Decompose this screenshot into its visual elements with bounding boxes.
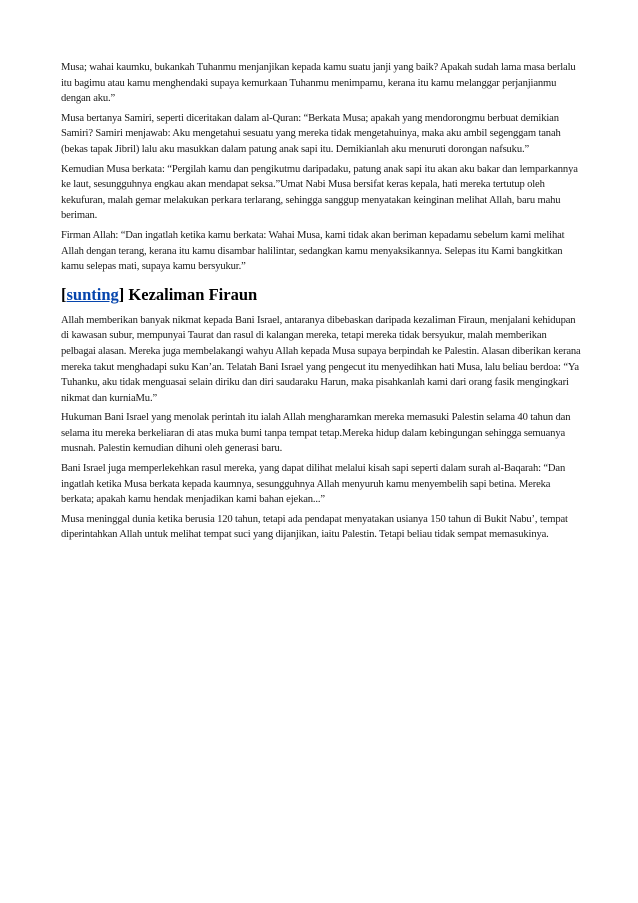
paragraph-musa-samiri: Musa bertanya Samiri, seperti diceritakan dalam al-Quran: “Berkata Musa; apakah yang mendorongmu berbuat demikian Samiri? Samiri menjawab: Aku mengetahui sesuatu yang mereka tidak mengetahuinya, maka aku ambil segenggam tanah (bekas tapak Jibril) lalu aku masukkan dalam patung anak sapi itu. Demikianlah aku menuruti dorongan nafsuku.” [61, 112, 561, 155]
paragraph-musa-berkata: Kemudian Musa berkata: “Pergilah kamu dan pengikutmu daripadaku, patung anak sapi itu akan aku bakar dan lemparkannya ke laut, sesungguhnya engkau akan mendapat seksa.”Umat Nabi Musa bersifat keras kepala, hati mereka tertutup oleh kekufuran, malah gemar melakukan perkara terlarang, sehingga sanggup menyatakan keinginan melihat Allah, baru mahu beriman. [61, 163, 578, 222]
paragraph-musa-kaumku: Musa; wahai kaumku, bukankah Tuhanmu menjanjikan kepada kamu suatu janji yang baik? Apakah sudah lama masa berlalu itu bagimu atau kamu menghendaki supaya kemurkaan Tuhanmu menimpamu, kerana itu kamu melanggar perjanjianmu dengan aku.” [61, 62, 576, 105]
paragraph-nikmat-bani-israel: Allah memberikan banyak nikmat kepada Bani Israel, antaranya dibebaskan daripada kezaliman Firaun, menjalani kehidupan di kawasan subur, mempunyai Taurat dan rasul di kalangan mereka, tetapi mereka tidak bersyukur, malah memberikan pelbagai alasan. Mereka juga membelakangi wahyu Allah kepada Musa supaya berpindah ke Palestin. Alasan diberikan kerana mereka takut menghadapi suku Kan’an. Telatah Bani Israel yang pengecut itu menyedihkan hati Musa, lalu beliau berdoa: “Ya Tuhanku, aku tidak menguasai selain diriku dan diri saudaraku Harun, maka pisahkanlah kami dari orang fasik mengingkari nikmat dan kurniaMu.” [61, 314, 581, 404]
heading-bracket-close: ] [118, 284, 125, 304]
paragraph-kisah-sapi: Bani Israel juga memperlekehkan rasul mereka, yang dapat dilihat melalui kisah sapi seperti dalam surah al-Baqarah: “Dan ingatlah ketika Musa berkata kepada kaumnya, sesungguhnya Allah menyuruh kamu menyembelih sapi betina. Mereka berkata; apakah kamu hendak menjadikan kami bahan ejekan...” [61, 463, 566, 506]
section-title: Kezaliman Firaun [124, 284, 258, 304]
paragraph-firman-allah: Firman Allah: “Dan ingatlah ketika kamu berkata: Wahai Musa, kami tidak akan beriman kepadamu sebelum kami melihat Allah dengan terang, kerana itu kamu disambar halilintar, sedangkan kamu menyaksikannya. Selepas itu Kami bangkitkan kamu selepas mati, supaya kamu bersyukur.” [61, 229, 565, 273]
section-heading-kezaliman-firaun [61, 285, 581, 305]
edit-section-link[interactable]: sunting [66, 284, 119, 304]
heading-bracket-open: [ [61, 284, 67, 304]
document-page [61, 60, 581, 547]
paragraph-musa-meninggal: Musa meninggal dunia ketika berusia 120 tahun, tetapi ada pendapat menyatakan usianya 150 tahun di Bukit Nabu’, tempat diperintahkan Allah untuk melihat tempat suci yang dijanjikan, iaitu Palestin. Tetapi beliau tidak sempat memasukinya. [61, 513, 568, 541]
paragraph-hukuman-bani-israel: Hukuman Bani Israel yang menolak perintah itu ialah Allah mengharamkan mereka memasuki Palestin selama 40 tahun dan selama itu mereka berkeliaran di atas muka bumi tanpa tempat tetap.Mereka hidup dalam kebingungan sehingga semuanya musnah. Palestin kemudian dihuni oleh generasi baru. [61, 412, 571, 455]
